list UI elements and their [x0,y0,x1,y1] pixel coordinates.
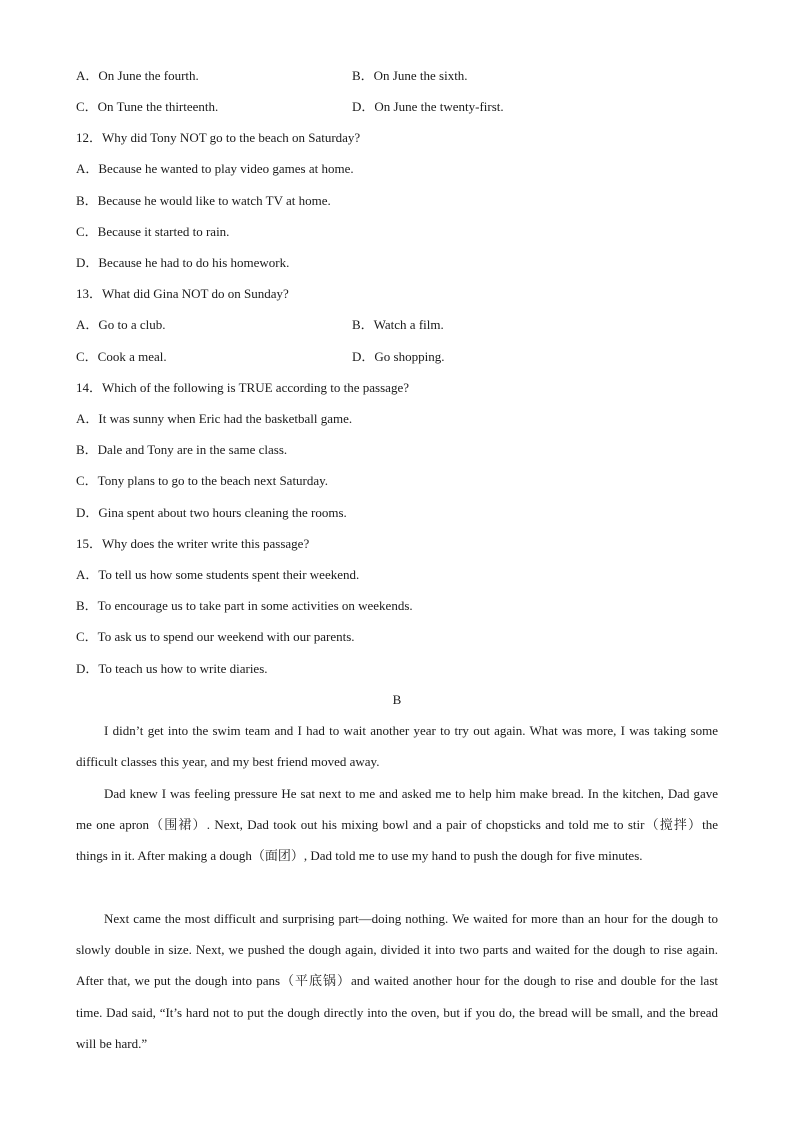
q12-stem: 12．Why did Tony NOT go to the beach on Saturday? [76,130,361,145]
q11-option-c: C．On Tune the thirteenth. [76,99,219,114]
q11-option-d: D．On June the twenty-first. [352,99,504,114]
q14-stem: 14．Which of the following is TRUE according to the passage? [76,380,409,395]
passage-paragraph-2: Dad knew I was feeling pressure He sat next to me and asked me to help him make bread. In the kitchen, Dad gave me one apron（围裙）. Next, Dad took out his mixing bowl and a pair of chopsticks and told me to stir（搅拌）the things in it. After making a dough（面团）, Dad told me to use my hand to push the dough for five minutes. [76,786,718,864]
q15-stem: 15．Why does the writer write this passage? [76,536,310,551]
section-heading: B [392,692,402,707]
q11-option-b: B．On June the sixth. [352,68,468,83]
q13-stem: 13．What did Gina NOT do on Sunday? [76,286,289,301]
q12-option-b: B．Because he would like to watch TV at home. [76,193,331,208]
passage-paragraph-3: Next came the most difficult and surprising part—doing nothing. We waited for more than an hour for the dough to slowly double in size. Next, we pushed the dough again, divided it into two parts and waited for the dough to rise again. After that, we put the dough into pans（平底锅）and waited another hour for the dough to rise and double for the last time. Dad said, “It’s hard not to put the dough directly into the oven, but if you do, the bread will be small, and the bread will be hard.” [76,911,718,1051]
q13-option-c: C．Cook a meal. [76,349,167,364]
q15-option-d: D．To teach us how to write diaries. [76,661,268,676]
passage-paragraph-1: I didn’t get into the swim team and I had to wait another year to try out again. What was more, I was taking some difficult classes this year, and my best friend moved away. [76,723,718,770]
q14-option-d: D．Gina spent about two hours cleaning the rooms. [76,505,347,520]
q12-option-c: C．Because it started to rain. [76,224,230,239]
q12-option-a: A．Because he wanted to play video games at home. [76,161,354,176]
q13-option-a: A．Go to a club. [76,317,166,332]
q14-option-b: B．Dale and Tony are in the same class. [76,442,288,457]
q13-option-b: B．Watch a film. [352,317,444,332]
q15-option-c: C．To ask us to spend our weekend with our parents. [76,629,355,644]
q14-option-a: A．It was sunny when Eric had the basketball game. [76,411,353,426]
q12-option-d: D．Because he had to do his homework. [76,255,290,270]
q14-option-c: C．Tony plans to go to the beach next Saturday. [76,473,329,488]
q15-option-b: B．To encourage us to take part in some activities on weekends. [76,598,413,613]
q15-option-a: A．To tell us how some students spent their weekend. [76,567,360,582]
q13-option-d: D．Go shopping. [352,349,445,364]
q11-option-a: A．On June the fourth. [76,68,199,83]
